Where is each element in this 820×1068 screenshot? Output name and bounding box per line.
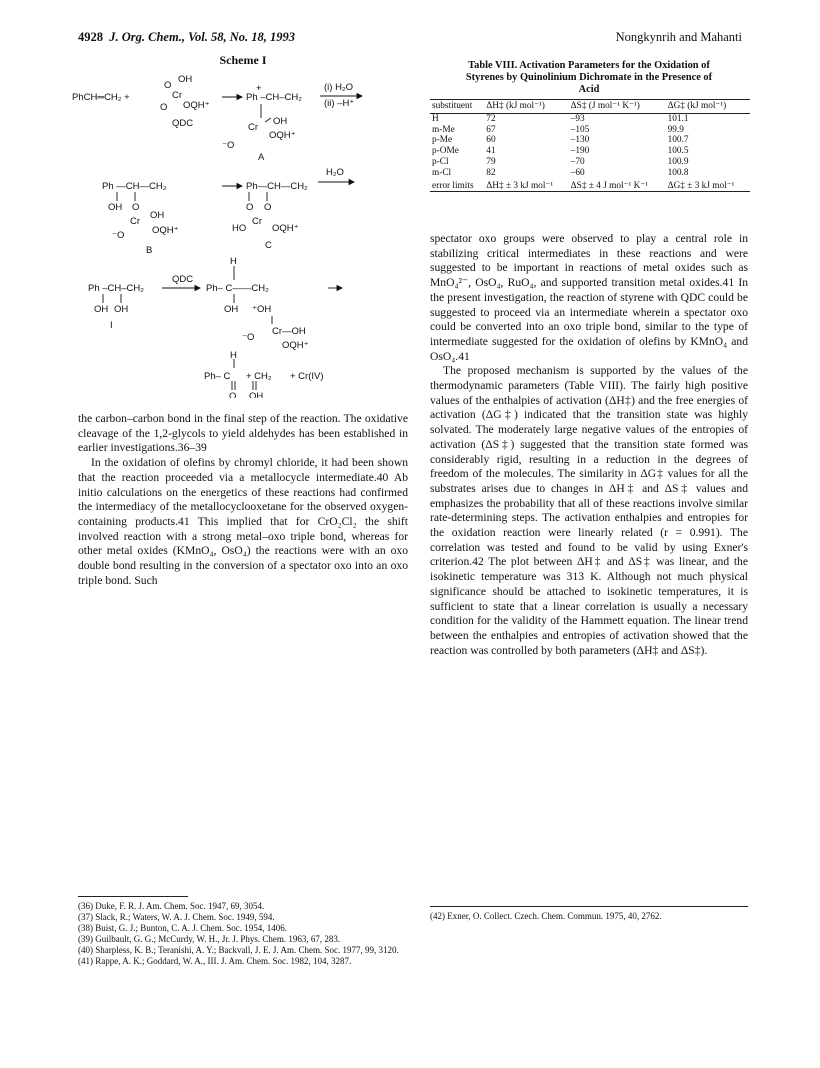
reference-item: (37) Slack, R.; Waters, W. A. J. Chem. Soc. 1949, 594. <box>78 912 275 922</box>
scheme-condition-2: (ii) –H⁺ <box>324 98 355 109</box>
svg-text:OH: OH <box>249 391 264 398</box>
references-left <box>78 896 408 967</box>
paragraph: the carbon–carbon bond in the final step of the reaction. The oxidative cleavage of the 1,2-glycols to yield aldehydes has been established in earlier investigations.36–39 <box>78 412 408 455</box>
svg-text:H: H <box>230 350 237 361</box>
svg-text:OH: OH <box>114 304 129 315</box>
svg-text:⁻O: ⁻O <box>242 332 255 343</box>
svg-text:O: O <box>160 102 168 113</box>
svg-text:OQH⁺: OQH⁺ <box>269 130 296 141</box>
svg-text:+ CH₂: + CH₂ <box>246 371 272 382</box>
page-header-left <box>78 30 295 45</box>
table-row: H 72 –93 101.1 <box>432 113 689 124</box>
scheme-h2o: H₂O <box>326 167 344 178</box>
scheme-cr4: + Cr(IV) <box>290 371 324 382</box>
svg-text:OH: OH <box>108 202 123 213</box>
svg-text:Ph– C: Ph– C <box>204 371 231 382</box>
table-row: p-Cl 79 –70 100.9 <box>432 156 689 167</box>
reference-item: (42) Exner, O. Collect. Czech. Chem. Commun. 1975, 40, 2762. <box>430 911 662 921</box>
svg-text:Ph—CH—CH₂: Ph—CH—CH₂ <box>246 181 308 192</box>
reaction-scheme <box>72 68 412 398</box>
reference-item: (39) Guilbault, G. G.; McCurdy, W. H., Jr. J. Phys. Chem. 1963, 67, 283. <box>78 934 341 944</box>
svg-text:Ph –CH–CH₂: Ph –CH–CH₂ <box>88 283 144 294</box>
table-header-row <box>430 100 750 114</box>
svg-text:OQH⁺: OQH⁺ <box>183 100 210 111</box>
scheme-condition-1: (i) H₂O <box>324 82 354 93</box>
svg-text:OH: OH <box>224 304 239 315</box>
svg-text:Cr: Cr <box>130 216 141 227</box>
scheme-label-i: I <box>110 320 113 331</box>
activation-parameters-table <box>430 99 750 192</box>
svg-text:Ph– C——CH₂: Ph– C——CH₂ <box>206 283 269 294</box>
scheme-label-qdc: QDC <box>172 118 194 129</box>
scheme-title: Scheme I <box>219 53 267 67</box>
left-column-text <box>78 412 408 588</box>
svg-text:O: O <box>229 391 237 398</box>
svg-text:Cr—OH: Cr—OH <box>272 326 306 337</box>
references-right <box>430 906 748 922</box>
header-dh: ΔH‡ (kJ mol⁻¹) <box>484 100 568 114</box>
table-row: p-OMe 41 –190 100.5 <box>432 146 689 157</box>
svg-text:OH: OH <box>178 74 193 85</box>
scheme-label-b: B <box>146 245 153 256</box>
paragraph: spectator oxo groups were observed to play a central role in stabilizing critical intermediates in these reactions and were suggested to be important in reactions of metal oxides such as MnO₄²⁻, OsO₄, RuO₄, and supported transition metal oxides.41 In the present investigation, the reaction of styrene with QDC could be suggested to proceed via an intermediate wherein a spectator oxo could be converted into an oxo triple bond, similar to the type of intermediate suggested for the oxidation of olefins by KMnO₄ and OsO₄.41 <box>430 232 748 363</box>
table-error-row: error limits ΔH‡ ± 3 kJ mol⁻¹ ΔS‡ ± 4 J mol⁻¹ K⁻¹ ΔG‡ ± 3 kJ mol⁻¹ <box>430 179 750 192</box>
table-row: p-Me 60 –130 100.7 <box>432 135 689 146</box>
svg-text:O: O <box>264 202 272 213</box>
svg-text:HO: HO <box>232 223 247 234</box>
svg-text:Cr: Cr <box>172 90 183 101</box>
svg-text:OQH⁺: OQH⁺ <box>152 225 179 236</box>
reference-item: (40) Sharpless, K. B.; Teranishi, A. Y.; Backvall, J. E. J. Am. Chem. Soc. 1977, 99, 3120. <box>78 945 399 955</box>
scheme-label-c: C <box>265 240 272 251</box>
svg-text:O: O <box>164 80 172 91</box>
table-title: Table VIII. Activation Parameters for the Oxidation of Styrenes by Quinolinium Dichromate in the Presence of Acid <box>465 60 713 95</box>
svg-text:OQH⁺: OQH⁺ <box>272 223 299 234</box>
svg-text:Ph –CH–CH₂: Ph –CH–CH₂ <box>246 92 302 103</box>
svg-text:⁻O: ⁻O <box>222 140 235 151</box>
svg-text:OQH⁺: OQH⁺ <box>282 340 309 351</box>
svg-text:⁺OH: ⁺OH <box>252 304 272 315</box>
reference-item: (36) Duke, F. R. J. Am. Chem. Soc. 1947, 69, 3054. <box>78 901 265 911</box>
svg-text:O: O <box>246 202 254 213</box>
svg-text:OH: OH <box>273 116 288 127</box>
header-substituent: substituent <box>430 100 484 114</box>
svg-text:+: + <box>256 83 262 94</box>
svg-text:OH: OH <box>150 210 165 221</box>
paragraph: In the oxidation of olefins by chromyl chloride, it had been shown that the reaction proceeded via a metallocycle intermediate.40 Ab initio calculations on the energetics of these reactions had confirmed the intermediacy of the metallocyclooxetane for the observed oxygen-containing products.41 This implied that for CrO₂Cl₂ the shift involved reaction with a strong metal–oxo triple bond, whereas for other metal oxides (KMnO₄, OsO₄) the reactions were with an oxo double bond resulting in the conversion of a spectator oxo into an oxo triple bond. Such <box>78 456 408 587</box>
svg-text:OH: OH <box>94 304 109 315</box>
table-row: m-Me 67 –105 99.9 <box>432 124 684 135</box>
header-ds: ΔS‡ (J mol⁻¹ K⁻¹) <box>569 100 666 114</box>
scheme-qdc-2: QDC <box>172 274 194 285</box>
footnote-rule <box>430 906 748 907</box>
paragraph: The proposed mechanism is supported by the values of the thermodynamic parameters (Table VIII). The fairly high positive values of the enthalpies of activation (ΔH‡) and the free energies of activation (ΔG‡) indicated that the transition state was highly solvated. The moderately large negative values of the entropies of activation (ΔS‡) suggested that the transition state formed was considerably rigid, resulting in a reduction in the degrees of freedom of the molecules. The similarity in ΔG‡ values for all the substrates arises due to changes in ΔH‡ and ΔS‡ values and emphasizes the probability that all of these reactions involve similar rate-determining steps. The activation enthalpies and entropies for the oxidation reaction were linearly related (r = 0.991). The correlation was tested and found to be valid by using Exner's criterion.42 The plot between ΔH‡ and ΔS‡ was linear, and the isokinetic temperature was 313 K. Although not much physical significance should be attached to isokinetic temperatures, it is sufficient to state that a linear correlation is usually a necessary condition for the validity of the Hammett equation. The linear trend between the enthalpies and entropies of activation showed that the reaction was controlled by both parameters (ΔH‡ and ΔS‡). <box>430 364 748 657</box>
journal-citation: J. Org. Chem., Vol. 58, No. 18, 1993 <box>109 30 296 44</box>
page-header-authors: Nongkynrih and Mahanti <box>615 30 742 44</box>
svg-text:H: H <box>230 256 237 267</box>
reference-item: (41) Rappe, A. K.; Goddard, W. A., III. J. Am. Chem. Soc. 1982, 104, 3287. <box>78 956 352 966</box>
right-column-text <box>430 232 748 658</box>
header-dg: ΔG‡ (kJ mol⁻¹) <box>666 100 750 114</box>
svg-text:⁻O: ⁻O <box>112 230 125 241</box>
svg-text:Cr: Cr <box>248 122 259 133</box>
svg-text:Cr: Cr <box>252 216 263 227</box>
svg-text:O: O <box>132 202 140 213</box>
scheme-label-a: A <box>258 152 265 163</box>
reference-item: (38) Buist, G. J.; Bunton, C. A. J. Chem. Soc. 1954, 1406. <box>78 923 288 933</box>
footnote-rule <box>78 896 188 897</box>
table-row: m-Cl 82 –60 100.8 <box>432 167 689 178</box>
scheme-reactant: PhCH═CH₂ + <box>72 92 130 103</box>
svg-text:Ph —CH—CH₂: Ph —CH—CH₂ <box>102 181 167 192</box>
page-number: 4928 <box>78 30 103 44</box>
